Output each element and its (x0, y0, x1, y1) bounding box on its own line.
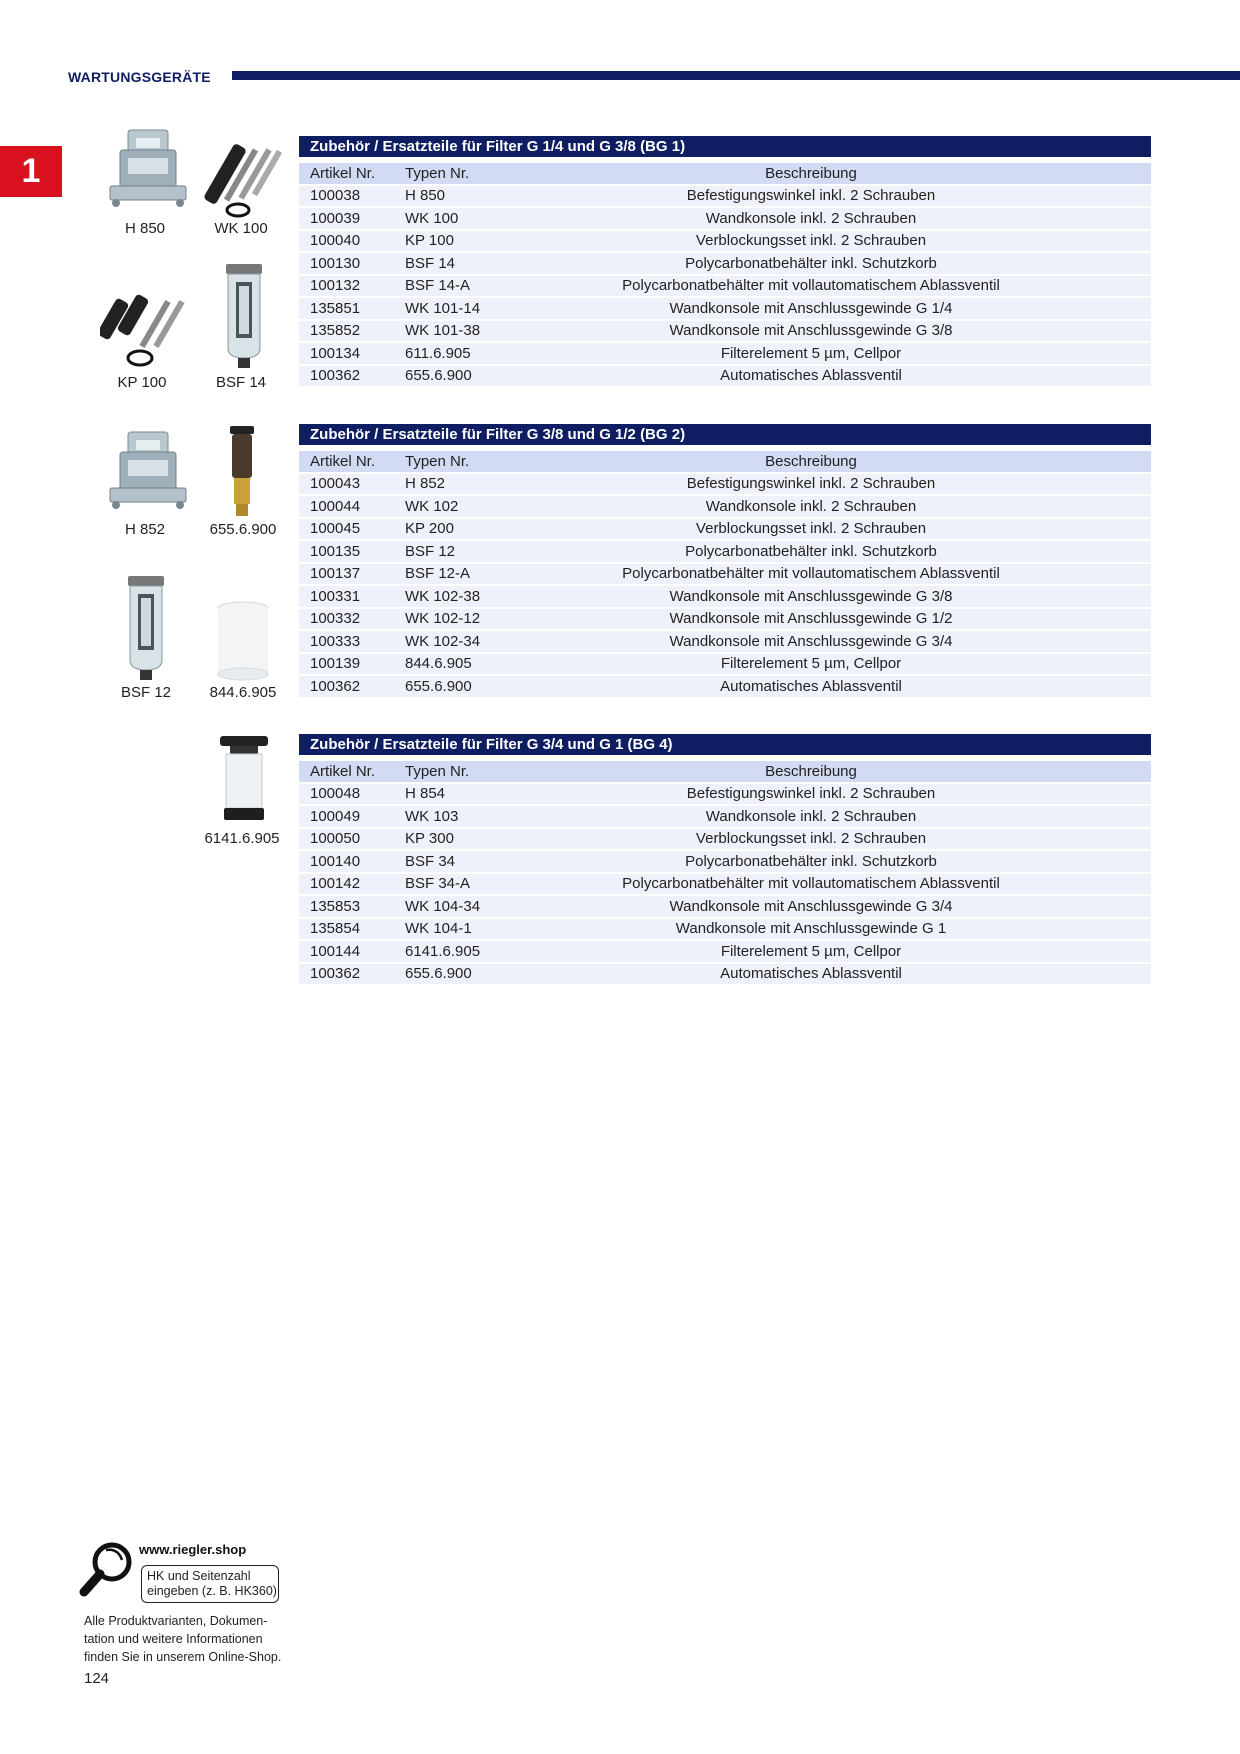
table-title: Zubehör / Ersatzteile für Filter G 3/4 und G 1 (BG 4) (299, 734, 1151, 755)
interlock-set-icon (100, 292, 192, 372)
description: Wandkonsole mit Anschlussgewinde G 1/4 (669, 299, 953, 317)
article-number: 135853 (310, 897, 361, 915)
table-row (299, 518, 1151, 541)
description: Automatisches Ablassventil (720, 677, 902, 695)
table-row (299, 675, 1151, 697)
table-row (299, 783, 1151, 806)
description: Wandkonsole mit Anschlussgewinde G 1 (675, 920, 947, 938)
column-header: Beschreibung (765, 762, 857, 780)
table-title: Zubehör / Ersatzteile für Filter G 3/8 und G 1/2 (BG 2) (299, 424, 1151, 445)
description: Verblockungsset inkl. 2 Schrauben (695, 232, 927, 250)
article-number: 100332 (310, 610, 361, 628)
article-number: 100142 (310, 875, 361, 893)
description: Polycarbonatbehälter mit vollautomatischem Ablassventil (622, 565, 1000, 583)
mounting-bracket-icon (106, 128, 190, 216)
column-header: Typen Nr. (405, 762, 470, 780)
description: Verblockungsset inkl. 2 Schrauben (695, 830, 927, 848)
type-number: WK 102-34 (405, 632, 481, 650)
article-number: 100050 (310, 830, 361, 848)
type-number: 655.6.900 (405, 965, 472, 983)
table-row (299, 540, 1151, 563)
article-number: 100139 (310, 655, 361, 673)
description: Polycarbonatbehälter mit vollautomatischem Ablassventil (622, 277, 1000, 295)
caption-6141-6-905: 6141.6.905 (204, 830, 280, 847)
description: Wandkonsole mit Anschlussgewinde G 3/4 (669, 632, 953, 650)
shop-note-line: finden Sie in unserem Online-Shop. (84, 1650, 282, 1664)
column-header: Artikel Nr. (310, 164, 376, 182)
parts-table-bg2 (299, 424, 1151, 697)
type-number: H 852 (405, 475, 446, 493)
table-row (299, 185, 1151, 208)
shop-note-line: Alle Produktvarianten, Dokumen- (84, 1614, 268, 1628)
type-number: BSF 14 (405, 254, 456, 272)
article-number: 100044 (310, 497, 361, 515)
type-number: KP 200 (405, 520, 454, 538)
table-row (299, 207, 1151, 230)
description: Wandkonsole mit Anschlussgewinde G 3/8 (669, 587, 953, 605)
type-number: WK 102-12 (405, 610, 481, 628)
type-number: WK 100 (405, 209, 459, 227)
type-number: BSF 12-A (405, 565, 471, 583)
table-row (299, 873, 1151, 896)
section-rule (232, 71, 1240, 80)
description: Polycarbonatbehälter inkl. Schutzkorb (685, 852, 937, 870)
type-number: 655.6.900 (405, 677, 472, 695)
table-row (299, 275, 1151, 298)
shop-hint-line: eingeben (z. B. HK360) (147, 1584, 277, 1598)
description: Filterelement 5 µm, Cellpor (720, 942, 902, 960)
description: Wandkonsole mit Anschlussgewinde G 1/2 (669, 610, 953, 628)
type-number: 6141.6.905 (405, 942, 481, 960)
description: Wandkonsole inkl. 2 Schrauben (705, 497, 917, 515)
type-number: WK 101-38 (405, 322, 481, 340)
table-header-row (299, 163, 1151, 185)
article-number: 100135 (310, 542, 361, 560)
caption-655-6-900: 655.6.900 (209, 521, 277, 538)
description: Automatisches Ablassventil (720, 965, 902, 983)
mounting-bracket-icon (106, 430, 190, 518)
description: Wandkonsole mit Anschlussgewinde G 3/8 (669, 322, 953, 340)
article-number: 135852 (310, 322, 361, 340)
table-row (299, 940, 1151, 963)
table-header-row (299, 761, 1151, 783)
type-number: H 854 (405, 785, 446, 803)
filter-element-icon (216, 600, 270, 682)
chapter-tab: 1 (0, 146, 62, 197)
caption-bsf14: BSF 14 (215, 374, 267, 391)
type-number: WK 104-1 (405, 920, 472, 938)
type-number: WK 101-14 (405, 299, 481, 317)
filter-bowl-icon (124, 574, 168, 682)
shop-url-link[interactable]: www.riegler.shop (139, 1542, 247, 1557)
article-number: 135851 (310, 299, 361, 317)
article-number: 100038 (310, 187, 361, 205)
article-number: 100039 (310, 209, 361, 227)
article-number: 100049 (310, 807, 361, 825)
article-number: 100362 (310, 965, 361, 983)
type-number: BSF 14-A (405, 277, 471, 295)
type-number: H 850 (405, 187, 446, 205)
article-number: 100331 (310, 587, 361, 605)
type-number: 611.6.905 (405, 344, 471, 362)
filter-cartridge-icon (218, 734, 270, 826)
table-row (299, 963, 1151, 985)
description: Befestigungswinkel inkl. 2 Schrauben (686, 187, 936, 205)
article-number: 100134 (310, 344, 361, 362)
table-row (299, 828, 1151, 851)
table-row (299, 563, 1151, 586)
description: Verblockungsset inkl. 2 Schrauben (695, 520, 927, 538)
type-number: WK 102 (405, 497, 459, 515)
description: Wandkonsole inkl. 2 Schrauben (705, 807, 917, 825)
table-row (299, 297, 1151, 320)
article-number: 135854 (310, 920, 361, 938)
parts-table-bg4 (299, 734, 1151, 984)
table-row (299, 608, 1151, 631)
description: Filterelement 5 µm, Cellpor (720, 655, 902, 673)
table-row (299, 805, 1151, 828)
article-number: 100362 (310, 367, 361, 385)
article-number: 100045 (310, 520, 361, 538)
table-row (299, 918, 1151, 941)
caption-kp100: KP 100 (117, 374, 167, 391)
type-number: BSF 12 (405, 542, 456, 560)
table-row (299, 895, 1151, 918)
table-row (299, 653, 1151, 676)
article-number: 100333 (310, 632, 361, 650)
table-row (299, 320, 1151, 343)
magnifier-icon (78, 1540, 136, 1605)
table-row (299, 850, 1151, 873)
table-header-row (299, 451, 1151, 473)
table-row (299, 365, 1151, 387)
article-number: 100132 (310, 277, 361, 295)
table-row (299, 630, 1151, 653)
column-header: Beschreibung (765, 164, 857, 182)
caption-bsf12: BSF 12 (120, 684, 172, 701)
type-number: KP 100 (405, 232, 454, 250)
caption-wk100: WK 100 (214, 220, 268, 237)
article-number: 100144 (310, 942, 361, 960)
description: Polycarbonatbehälter mit vollautomatischem Ablassventil (622, 875, 1000, 893)
article-number: 100362 (310, 677, 361, 695)
shop-hint-box (141, 1565, 279, 1603)
wall-bracket-kit-icon (198, 138, 288, 220)
shop-note (84, 1612, 281, 1666)
shop-hint-line: HK und Seitenzahl (147, 1569, 251, 1583)
shop-note-line: tation und weitere Informationen (84, 1632, 263, 1646)
article-number: 100043 (310, 475, 361, 493)
type-number: WK 103 (405, 807, 459, 825)
page-number: 124 (84, 1670, 110, 1687)
table-row (299, 342, 1151, 365)
caption-844-6-905: 844.6.905 (209, 684, 277, 701)
table-row (299, 495, 1151, 518)
column-header: Typen Nr. (405, 164, 470, 182)
filter-bowl-icon (222, 262, 266, 370)
description: Befestigungswinkel inkl. 2 Schrauben (686, 475, 936, 493)
drain-valve-icon (224, 424, 260, 520)
type-number: KP 300 (405, 830, 454, 848)
article-number: 100137 (310, 565, 361, 583)
description: Polycarbonatbehälter inkl. Schutzkorb (685, 542, 937, 560)
type-number: WK 104-34 (405, 897, 481, 915)
table-row (299, 585, 1151, 608)
type-number: WK 102-38 (405, 587, 481, 605)
description: Automatisches Ablassventil (720, 367, 902, 385)
column-header: Beschreibung (765, 452, 857, 470)
article-number: 100140 (310, 852, 361, 870)
article-number: 100048 (310, 785, 361, 803)
column-header: Typen Nr. (405, 452, 470, 470)
type-number: BSF 34-A (405, 875, 471, 893)
article-number: 100130 (310, 254, 361, 272)
table-row (299, 473, 1151, 496)
description: Polycarbonatbehälter inkl. Schutzkorb (685, 254, 937, 272)
description: Befestigungswinkel inkl. 2 Schrauben (686, 785, 936, 803)
type-number: BSF 34 (405, 852, 456, 870)
description: Filterelement 5 µm, Cellpor (720, 344, 902, 362)
table-title: Zubehör / Ersatzteile für Filter G 1/4 und G 3/8 (BG 1) (299, 136, 1151, 157)
table-row (299, 252, 1151, 275)
table-row (299, 230, 1151, 253)
description: Wandkonsole mit Anschlussgewinde G 3/4 (669, 897, 953, 915)
column-header: Artikel Nr. (310, 762, 376, 780)
caption-h852: H 852 (124, 521, 166, 538)
article-number: 100040 (310, 232, 361, 250)
column-header: Artikel Nr. (310, 452, 376, 470)
section-title: WARTUNGSGERÄTE (68, 69, 211, 85)
parts-table-bg1 (299, 136, 1151, 386)
type-number: 655.6.900 (405, 367, 472, 385)
caption-h850: H 850 (124, 220, 166, 237)
description: Wandkonsole inkl. 2 Schrauben (705, 209, 917, 227)
type-number: 844.6.905 (405, 655, 472, 673)
